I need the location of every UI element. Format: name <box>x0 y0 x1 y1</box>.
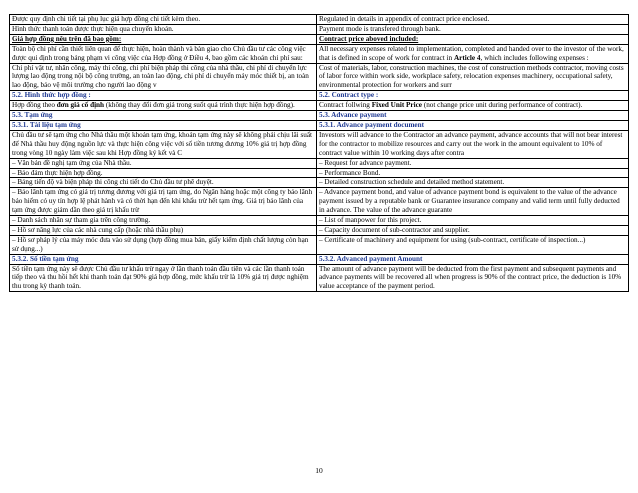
en-cell: Payment mode is transfered through bank. <box>317 24 629 34</box>
en-list-item: – Advance payment bond, and value of advance payment bond is equivalent to the value of the advance payment issued by a reputable bank or Guarantee insurance company and valid term until fully deducted in advance. The value of the advance guarante <box>317 188 629 216</box>
en-cell <box>317 101 629 111</box>
vi-list-item: – Bảng tiến độ và biện pháp thi công chi tiết do Chủ đầu tư phê duyệt. <box>10 178 317 188</box>
vi-cell: Toàn bộ chi phí cần thiết liên quan để thực hiện, hoàn thành và bàn giao cho Chủ đầu tư các công việc được qui định trong bảng phạm vi công việc của Hợp đồng ở Điều 4, bao gồm các khoản chi phí sau: <box>10 44 317 63</box>
text-bold: Fixed Unit Price <box>371 101 423 110</box>
table-row <box>10 264 629 292</box>
table-row <box>10 235 629 254</box>
text-bold: Article 4 <box>453 53 481 62</box>
table-row <box>10 188 629 216</box>
text: , which includes following expenses : <box>480 53 589 62</box>
vi-list-item: – Văn bản đề nghị tạm ứng của Nhà thầu. <box>10 158 317 168</box>
table-row <box>10 101 629 111</box>
en-cell: Cost of materials, labor, construction machines, the cost of construction methods contractor, moving costs of labor force within work side, workplace safety, relocation expenses machinery, occupational safety, environmental protection for workers and surr <box>317 63 629 91</box>
vi-heading: Giá hợp đồng nêu trên đã bao gồm: <box>10 34 317 44</box>
table-row <box>10 91 629 101</box>
text: Contract follwing <box>319 101 372 110</box>
vi-list-item: – Hồ sơ pháp lý của máy móc đưa vào sử dụng (hợp đồng mua bán, giấy kiểm định chất lượng còn hạn sử dụng...) <box>10 235 317 254</box>
en-heading: Contract price aboved included: <box>317 34 629 44</box>
text: All necessary expenses related to implementation, completed and handed over to the investor of the work, that is defined in scope of work for contract in <box>319 44 624 62</box>
table-row <box>10 178 629 188</box>
table-row <box>10 120 629 130</box>
table-row <box>10 44 629 63</box>
vi-cell: Hình thức thanh toán được thực hiện qua chuyển khoản. <box>10 24 317 34</box>
en-heading: 5.2. Contract type : <box>317 91 629 101</box>
text: Hợp đồng theo <box>12 101 57 110</box>
en-list-item: – Performance Bond. <box>317 168 629 178</box>
table-row <box>10 216 629 226</box>
en-list-item: – Certificate of machinery and equipment for using (sub-contract, certificate of inspection...) <box>317 235 629 254</box>
table-row <box>10 34 629 44</box>
table-row <box>10 111 629 121</box>
table-row <box>10 130 629 158</box>
vi-list-item: – Bảo lãnh tạm ứng có giá trị tương đương với giá trị tạm ứng, do Ngân hàng hoặc một công ty bảo lãnh bảo hiểm có uy tín hợp lệ phát hành và có thời hạn đến khi khấu trừ hết tạm ứng. Giá trị bảo lãnh của tạm ứng được giảm dần theo giá trị khấu trừ <box>10 188 317 216</box>
table-row <box>10 254 629 264</box>
en-heading: 5.3.2. Advanced payment Amount <box>317 254 629 264</box>
en-heading: 5.3. Advance payment <box>317 111 629 121</box>
page-number: 10 <box>315 466 323 475</box>
table-row <box>10 15 629 25</box>
en-list-item: – Detailed construction schedule and detailed method statement. <box>317 178 629 188</box>
en-cell: Regulated in details in appendix of contract price enclosed. <box>317 15 629 25</box>
table-row <box>10 24 629 34</box>
vi-heading: 5.3.2. Số tiền tạm ứng <box>10 254 317 264</box>
en-list-item: – Capacity document of sub-contractor and supplier. <box>317 225 629 235</box>
text: (không thay đổi đơn giá trong suốt quá trình thực hiện hợp đồng). <box>104 101 295 110</box>
vi-heading: 5.2. Hình thức hợp đồng : <box>10 91 317 101</box>
vi-list-item: – Hồ sơ năng lực của các nhà cung cấp (hoặc nhà thầu phụ) <box>10 225 317 235</box>
table-row <box>10 158 629 168</box>
vi-list-item: – Danh sách nhân sự tham gia trên công trường. <box>10 216 317 226</box>
vi-cell: Được quy định chi tiết tại phụ lục giá hợp đồng chi tiết kèm theo. <box>10 15 317 25</box>
text: (not change price unit during performance of contract). <box>422 101 583 110</box>
vi-heading: 5.3. Tạm ứng <box>10 111 317 121</box>
vi-cell: Chủ đầu tư sẽ tạm ứng cho Nhà thầu một khoản tạm ứng, khoản tạm ứng này sẽ không phải chịu lãi suất để Nhà thầu huy động nguồn lực và thực hiện công việc với số tiền tương đương 10% giá trị hợp đồng trong vòng 10 ngày làm việc sau khi Hợp đồng ký kết và C <box>10 130 317 158</box>
en-list-item: – List of manpower for this project. <box>317 216 629 226</box>
vi-cell <box>10 101 317 111</box>
table-row <box>10 63 629 91</box>
en-list-item: – Request for advance payment. <box>317 158 629 168</box>
en-cell: Investors will advance to the Contractor an advance payment, advance accounts that will not bear interest for the contractor to mobilize resources and carry out the work in the amount equivalent to 10% of contract value within 10 working days after contra <box>317 130 629 158</box>
table-row <box>10 225 629 235</box>
table-row <box>10 168 629 178</box>
en-cell <box>317 44 629 63</box>
vi-cell: Số tiền tạm ứng này sẽ được Chủ đầu tư khấu trừ ngay ở lần thanh toán đầu tiên và các lần thanh toán tiếp theo và thu hồi hết khi thanh toán đạt 90% giá hợp đồng, mức khấu trừ là 10% giá trị được nghiệm thu trong kỳ thanh toán. <box>10 264 317 292</box>
document-page <box>9 14 629 292</box>
text-bold: đơn giá cố định <box>56 101 105 110</box>
bilingual-table <box>9 14 629 292</box>
vi-cell: Chi phí vật tư, nhân công, máy thi công, chi phí biện pháp thi công của nhà thầu, chi phí di chuyển lực lượng lao động trong nội bộ công trường, an toàn lao động, chi phí di chuyển máy móc thiết bị, an toàn lao động, bảo vệ môi trường cho người lao động v <box>10 63 317 91</box>
en-heading: 5.3.1. Advance payment document <box>317 120 629 130</box>
en-cell: The amount of advance payment will be deducted from the first payment and subsequent payments and advance payments will be recovered all when progress is 90% of the contract price, the deduction is 10% value acceptance of the payment period. <box>317 264 629 292</box>
vi-heading: 5.3.1. Tài liệu tạm ứng <box>10 120 317 130</box>
vi-list-item: – Bảo đảm thực hiện hợp đồng. <box>10 168 317 178</box>
